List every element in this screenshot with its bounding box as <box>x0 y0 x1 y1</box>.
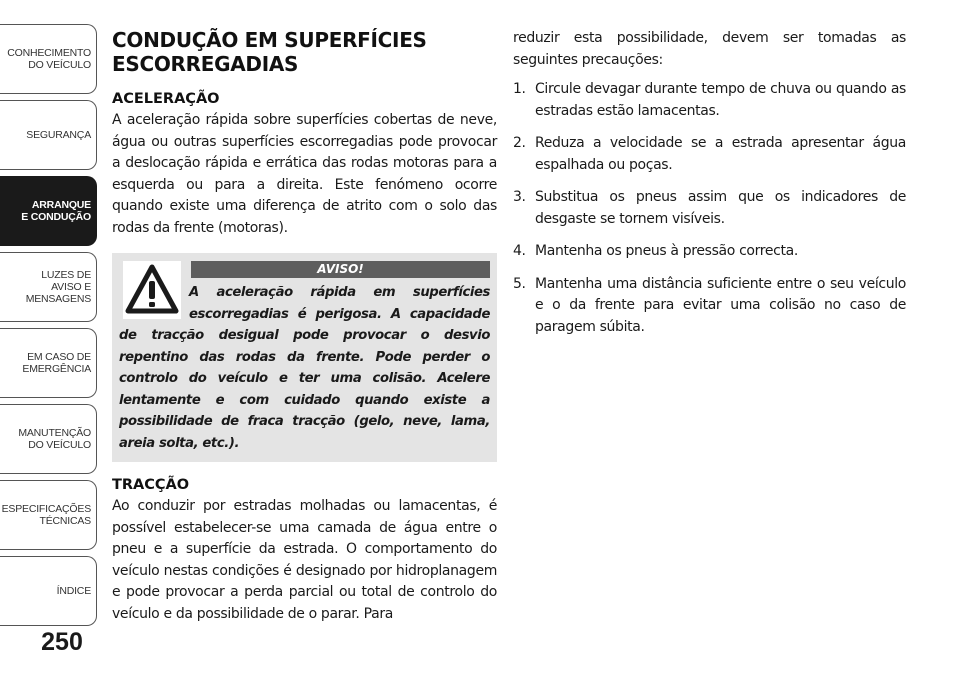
list-item-number: 5. <box>513 275 526 292</box>
list-item-number: 2. <box>513 135 526 151</box>
tab-arranque-e-conducao[interactable]: ARRANQUE E CONDUÇÃO <box>0 176 97 246</box>
tab-indice[interactable]: ÍNDICE <box>0 556 97 626</box>
list-item <box>513 241 906 263</box>
traction-text: Ao conduzir por estradas molhadas ou lamacentas, é possível estabelecer-se uma camada de água entre o pneu e a superfície da estrada. O comportamento do veículo nestas condições é designado por hidroplanagem e pode provocar a perda parcial ou total de controlo do veículo e da possibilidade de o parar. Para <box>112 498 497 622</box>
acceleration-text: A aceleração rápida sobre superfícies cobertas de neve, água ou outras superfícies escorregadias pode provocar a deslocação rápida e errática das rodas motoras para a esquerda ou para a direita. Este fenómeno ocorre quando existe uma diferença de atrito com o solo das rodas da frente (motoras). <box>112 112 497 236</box>
tab-seguranca[interactable]: SEGURANÇA <box>0 100 97 170</box>
list-item-text: Mantenha uma distância suficiente entre o seu veículo e o da frente para evitar uma colisão no caso de paragem súbita. <box>535 275 906 335</box>
tab-conhecimento-do-veiculo[interactable]: CONHECIMENTO DO VEÍCULO <box>0 24 97 94</box>
tab-especificacoes-tecnicas[interactable]: ESPECIFICAÇÕES TÉCNICAS <box>0 480 97 550</box>
list-item-text: Reduza a velocidade se a estrada apresentar água espalhada ou poças. <box>535 135 906 173</box>
warning-box <box>112 253 497 462</box>
list-item-number: 4. <box>513 243 526 259</box>
warning-heading: AVISO! <box>191 261 490 278</box>
page-title-line2: ESCORREGADIAS <box>112 52 299 76</box>
list-item <box>513 79 906 122</box>
list-item <box>513 133 906 176</box>
list-item-text: Circule devagar durante tempo de chuva ou quando as estradas estão lamacentas. <box>535 81 906 119</box>
precautions-list <box>513 79 906 338</box>
tab-em-caso-de-emergencia[interactable]: EM CASO DE EMERGÊNCIA <box>0 328 97 398</box>
list-item-text: Substitua os pneus assim que os indicadores de desgaste se tornem visíveis. <box>535 189 906 227</box>
list-item <box>513 187 906 230</box>
tab-luzes-de-aviso[interactable]: LUZES DE AVISO E MENSAGENS <box>0 252 97 322</box>
traction-heading: TRACÇÃO <box>112 477 190 493</box>
list-item-number: 3. <box>513 189 526 205</box>
continuation-text: reduzir esta possibilidade, devem ser tomadas as seguintes precauções: <box>513 30 906 68</box>
tab-manutencao-do-veiculo[interactable]: MANUTENÇÃO DO VEÍCULO <box>0 404 97 474</box>
page-number: 250 <box>41 628 83 656</box>
warning-triangle-icon <box>123 261 181 319</box>
list-item-number: 1. <box>513 81 526 97</box>
page-title-line1: CONDUÇÃO EM SUPERFÍCIES <box>112 28 427 52</box>
list-item-text: Mantenha os pneus à pressão correcta. <box>535 243 798 259</box>
warning-text: A aceleração rápida em superfícies escorregadias é perigosa. A capacidade de tracção desigual pode provocar o desvio repentino das rodas da frente. Pode perder o controlo do veículo e ter uma colisão. Acelere lentamente e com cuidado quando existe a possibilidade de fraca tracção (gelo, neve, lama, areia solta, etc.). <box>119 285 490 451</box>
left-column <box>112 28 497 625</box>
page-title <box>112 28 497 76</box>
list-item <box>513 274 906 339</box>
acceleration-heading: ACELERAÇÃO <box>112 91 220 107</box>
right-column <box>513 28 906 349</box>
